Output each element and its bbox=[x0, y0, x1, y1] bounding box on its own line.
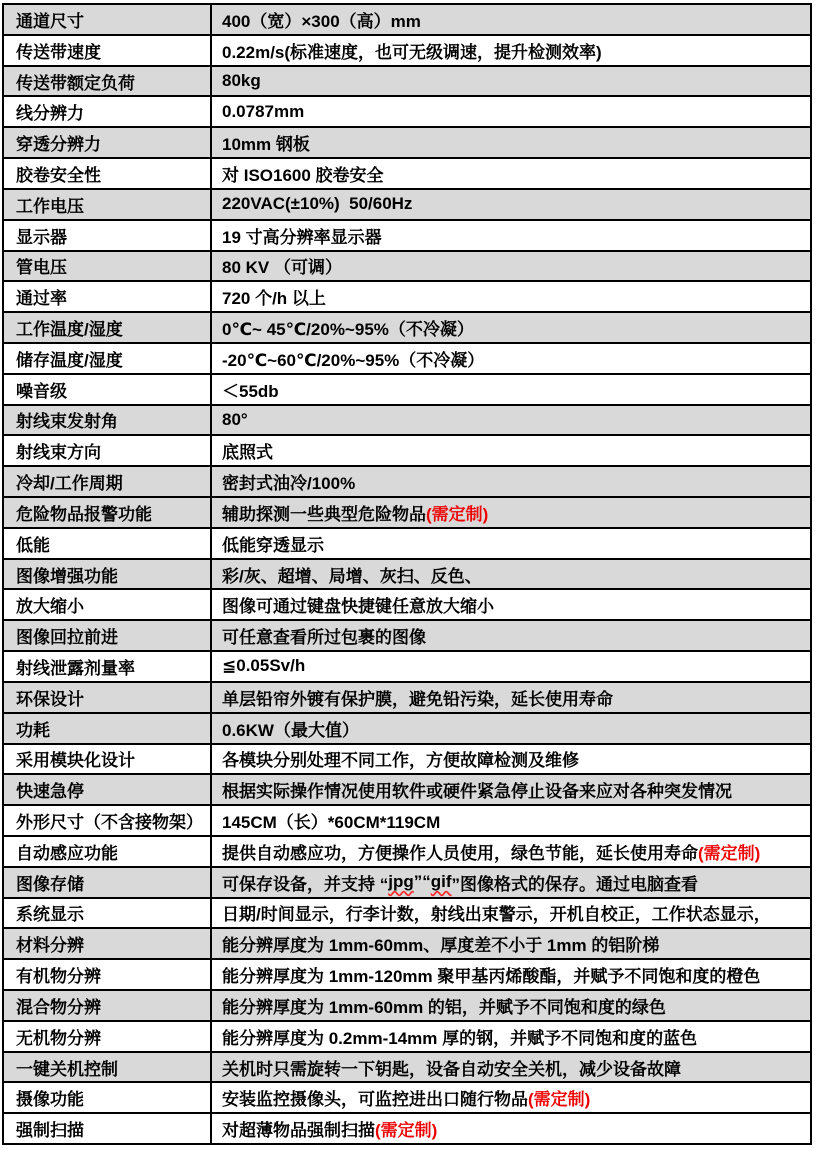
spec-row bbox=[4, 97, 810, 128]
spec-value-text: 提供自动感应功，方便操作人员使用，绿色节能，延长使用寿命 bbox=[222, 843, 698, 863]
spec-row bbox=[4, 1114, 810, 1143]
spec-value-text: ＜55db bbox=[222, 381, 279, 401]
spec-value-cell bbox=[212, 560, 810, 589]
spec-row bbox=[4, 406, 810, 437]
spec-value-cell bbox=[212, 1083, 810, 1112]
spec-label-cell bbox=[4, 529, 212, 558]
spec-value-cell bbox=[212, 806, 810, 835]
spec-value-text: 0.0787mm bbox=[222, 101, 305, 121]
spec-label: 显示器 bbox=[16, 227, 67, 247]
spec-value-text: 可任意查看所过包裹的图像 bbox=[222, 628, 426, 648]
spec-label: 图像增强功能 bbox=[16, 566, 118, 586]
spec-row bbox=[4, 436, 810, 467]
spec-value-text: 根据实际操作情况使用软件或硬件紧急停止设备来应对各种突发情况 bbox=[222, 782, 732, 802]
spec-value-text: 密封式油冷/100% bbox=[222, 474, 356, 494]
spec-value-cell bbox=[212, 159, 810, 188]
spec-value-text: 能分辨厚度为 0.2mm-14mm 厚的钢，并赋予不同饱和度的蓝色 bbox=[222, 1028, 698, 1048]
spec-label: 功耗 bbox=[16, 720, 50, 740]
spec-value-cell bbox=[212, 1022, 810, 1051]
spec-row bbox=[4, 837, 810, 868]
spec-label: 穿透分辨力 bbox=[16, 135, 101, 155]
required-customization-note: (需定制) bbox=[528, 1090, 591, 1110]
spec-label-cell bbox=[4, 1114, 212, 1143]
spec-table bbox=[2, 3, 812, 1145]
spec-row bbox=[4, 560, 810, 591]
spec-value-cell bbox=[212, 252, 810, 281]
spec-label: 射线泄露剂量率 bbox=[16, 658, 135, 678]
spec-row bbox=[4, 960, 810, 991]
spec-label: 传送带额定负荷 bbox=[16, 73, 135, 93]
spec-value-cell bbox=[212, 529, 810, 558]
spec-label-cell bbox=[4, 67, 212, 96]
spec-label: 危险物品报警功能 bbox=[16, 504, 152, 524]
spec-label-cell bbox=[4, 498, 212, 527]
spec-value-text: 0℃~ 45℃/20%~95%（不冷凝） bbox=[222, 320, 474, 340]
spec-label: 胶卷安全性 bbox=[16, 165, 101, 185]
spec-value-text: 低能穿透显示 bbox=[222, 535, 324, 555]
spec-value-cell bbox=[212, 97, 810, 126]
spec-label: 低能 bbox=[16, 535, 50, 555]
spec-value-cell bbox=[212, 837, 810, 866]
spec-label-cell bbox=[4, 5, 212, 34]
spec-row bbox=[4, 652, 810, 683]
spec-row bbox=[4, 467, 810, 498]
spec-value-text: 各模块分别处理不同工作，方便故障检测及维修 bbox=[222, 751, 579, 771]
spec-row bbox=[4, 529, 810, 560]
spec-value-text: 0.22m/s(标准速度，也可无级调速，提升检测效率) bbox=[222, 42, 602, 62]
spec-row bbox=[4, 590, 810, 621]
spec-label: 系统显示 bbox=[16, 905, 84, 925]
spec-value-text: 0.6KW（最大值） bbox=[222, 720, 359, 740]
spec-label: 混合物分辨 bbox=[16, 997, 101, 1017]
spec-row bbox=[4, 683, 810, 714]
spec-label-cell bbox=[4, 313, 212, 342]
spec-row bbox=[4, 498, 810, 529]
spec-label: 环保设计 bbox=[16, 689, 84, 709]
spec-label-cell bbox=[4, 590, 212, 619]
spec-label-cell bbox=[4, 1022, 212, 1051]
spec-value-cell bbox=[212, 899, 810, 928]
spec-label: 快速急停 bbox=[16, 782, 84, 802]
spec-value-text: 145CM（长）*60CM*119CM bbox=[222, 813, 441, 833]
spellcheck-flagged-text: jpg bbox=[388, 872, 414, 892]
spec-label-cell bbox=[4, 221, 212, 250]
spec-value-cell bbox=[212, 498, 810, 527]
spec-value-cell bbox=[212, 929, 810, 958]
spellcheck-flagged-text: gif bbox=[430, 872, 452, 892]
spec-row bbox=[4, 159, 810, 190]
spec-label-cell bbox=[4, 745, 212, 774]
spec-label: 外形尺寸（不含接物架） bbox=[16, 813, 203, 833]
spec-value-text: 单层铅帘外镀有保护膜，避免铅污染，延长使用寿命 bbox=[222, 689, 613, 709]
spec-value-text: ≦0.05Sv/h bbox=[222, 656, 306, 676]
spec-value-cell bbox=[212, 621, 810, 650]
spec-label-cell bbox=[4, 252, 212, 281]
spec-row bbox=[4, 190, 810, 221]
spec-value-text: 辅助探测一些典型危险物品 bbox=[222, 504, 426, 524]
spec-label-cell bbox=[4, 1083, 212, 1112]
spec-value-cell bbox=[212, 282, 810, 311]
spec-label-cell bbox=[4, 652, 212, 681]
spec-label-cell bbox=[4, 683, 212, 712]
spec-label-cell bbox=[4, 190, 212, 219]
spec-row bbox=[4, 714, 810, 745]
spec-label: 射线束发射角 bbox=[16, 412, 118, 432]
spec-label: 强制扫描 bbox=[16, 1121, 84, 1141]
spec-value-cell bbox=[212, 36, 810, 65]
spec-value-cell bbox=[212, 1114, 810, 1143]
spec-row bbox=[4, 929, 810, 960]
spec-label: 摄像功能 bbox=[16, 1090, 84, 1110]
required-customization-note: (需定制) bbox=[375, 1121, 438, 1141]
spec-value-text: 能分辨厚度为 1mm-60mm、厚度差不小于 1mm 的铝阶梯 bbox=[222, 936, 660, 956]
spec-row bbox=[4, 868, 810, 899]
spec-label: 传送带速度 bbox=[16, 42, 101, 62]
spec-value-cell bbox=[212, 590, 810, 619]
spec-label: 噪音级 bbox=[16, 381, 67, 401]
spec-row bbox=[4, 36, 810, 67]
required-customization-note: (需定制) bbox=[698, 843, 761, 863]
spec-label-cell bbox=[4, 406, 212, 435]
spec-label: 采用模块化设计 bbox=[16, 751, 135, 771]
spec-value-text: 80° bbox=[222, 409, 248, 429]
spec-value-cell bbox=[212, 745, 810, 774]
spec-value-cell bbox=[212, 128, 810, 157]
spec-value-text: 彩/灰、超增、局增、灰扫、反色、 bbox=[222, 566, 482, 586]
spec-value-cell bbox=[212, 1053, 810, 1082]
spec-value-text: 80kg bbox=[222, 71, 261, 91]
spec-label: 冷却/工作周期 bbox=[16, 474, 123, 494]
spec-label-cell bbox=[4, 960, 212, 989]
spec-row bbox=[4, 221, 810, 252]
spec-value-text: 关机时只需旋转一下钥匙，设备自动安全关机，减少设备故障 bbox=[222, 1059, 681, 1079]
spec-value-text: -20℃~60℃/20%~95%（不冷凝） bbox=[222, 350, 485, 370]
spec-value-cell bbox=[212, 436, 810, 465]
spec-label-cell bbox=[4, 344, 212, 373]
spec-value-cell bbox=[212, 467, 810, 496]
spec-value-text: 19 寸高分辨率显示器 bbox=[222, 227, 382, 247]
spec-label-cell bbox=[4, 282, 212, 311]
spec-row bbox=[4, 252, 810, 283]
spec-value-cell bbox=[212, 991, 810, 1020]
spec-label: 一键关机控制 bbox=[16, 1059, 118, 1079]
spec-label: 管电压 bbox=[16, 258, 67, 278]
spec-row bbox=[4, 128, 810, 159]
spec-row bbox=[4, 991, 810, 1022]
spec-value-cell bbox=[212, 960, 810, 989]
spec-row bbox=[4, 5, 810, 36]
spec-row bbox=[4, 806, 810, 837]
spec-label-cell bbox=[4, 868, 212, 897]
spec-value-text: 220VAC(±10%) 50/60Hz bbox=[222, 194, 413, 214]
spec-label: 有机物分辨 bbox=[16, 967, 101, 987]
spec-row bbox=[4, 899, 810, 930]
spec-value-text: 720 个/h 以上 bbox=[222, 289, 326, 309]
spec-label: 自动感应功能 bbox=[16, 843, 118, 863]
spec-label-cell bbox=[4, 467, 212, 496]
spec-value-cell bbox=[212, 406, 810, 435]
spec-label-cell bbox=[4, 128, 212, 157]
spec-value-text: 能分辨厚度为 1mm-60mm 的铝，并赋予不同饱和度的绿色 bbox=[222, 997, 666, 1017]
spec-row bbox=[4, 344, 810, 375]
spec-label-cell bbox=[4, 929, 212, 958]
spec-value-cell bbox=[212, 221, 810, 250]
spec-label-cell bbox=[4, 714, 212, 743]
spec-value-cell bbox=[212, 775, 810, 804]
spec-value-text: 对超薄物品强制扫描 bbox=[222, 1121, 375, 1141]
spec-value-cell bbox=[212, 313, 810, 342]
spec-label-cell bbox=[4, 159, 212, 188]
spec-value-cell bbox=[212, 714, 810, 743]
spec-value-text: ”图像格式的保存。通过电脑查看 bbox=[451, 874, 699, 894]
spec-value-text: 10mm 钢板 bbox=[222, 135, 310, 155]
spec-label-cell bbox=[4, 775, 212, 804]
required-customization-note: (需定制) bbox=[426, 504, 489, 524]
spec-label-cell bbox=[4, 837, 212, 866]
spec-label-cell bbox=[4, 899, 212, 928]
spec-value-cell bbox=[212, 344, 810, 373]
spec-row bbox=[4, 282, 810, 313]
spec-value-text: 日期/时间显示，行李计数，射线出束警示，开机自校正，工作状态显示， bbox=[222, 905, 771, 925]
spec-value-text: ”“ bbox=[413, 872, 431, 892]
spec-label-cell bbox=[4, 97, 212, 126]
spec-row bbox=[4, 621, 810, 652]
spec-value-text: 能分辨厚度为 1mm-120mm 聚甲基丙烯酸酯，并赋予不同饱和度的橙色 bbox=[222, 967, 761, 987]
spec-value-text: 安装监控摄像头，可监控进出口随行物品 bbox=[222, 1090, 528, 1110]
spec-label: 线分辨力 bbox=[16, 104, 84, 124]
spec-value-text: 图像可通过键盘快捷键任意放大缩小 bbox=[222, 597, 494, 617]
spec-label-cell bbox=[4, 36, 212, 65]
spec-label-cell bbox=[4, 806, 212, 835]
spec-value-text: 可保存设备，并支持 “ bbox=[222, 874, 389, 894]
spec-label-cell bbox=[4, 991, 212, 1020]
spec-value-cell bbox=[212, 868, 810, 897]
spec-label: 通过率 bbox=[16, 289, 67, 309]
spec-value-text: 底照式 bbox=[222, 443, 273, 463]
spec-label: 通道尺寸 bbox=[16, 11, 84, 31]
spec-label: 射线束方向 bbox=[16, 443, 101, 463]
spec-row bbox=[4, 313, 810, 344]
spec-value-cell bbox=[212, 190, 810, 219]
spec-label: 无机物分辨 bbox=[16, 1028, 101, 1048]
spec-row bbox=[4, 1053, 810, 1084]
spec-row bbox=[4, 745, 810, 776]
spec-value-cell bbox=[212, 67, 810, 96]
spec-row bbox=[4, 67, 810, 98]
spec-row bbox=[4, 375, 810, 406]
spec-label-cell bbox=[4, 621, 212, 650]
spec-row bbox=[4, 775, 810, 806]
spec-value-cell bbox=[212, 652, 810, 681]
spec-label: 材料分辨 bbox=[16, 936, 84, 956]
spec-label-cell bbox=[4, 436, 212, 465]
spec-value-cell bbox=[212, 683, 810, 712]
spec-row bbox=[4, 1083, 810, 1114]
spec-value-text: 80 KV （可调） bbox=[222, 258, 342, 278]
spec-value-text: 对 ISO1600 胶卷安全 bbox=[222, 165, 384, 185]
spec-label: 放大缩小 bbox=[16, 597, 84, 617]
spec-label: 储存温度/湿度 bbox=[16, 350, 123, 370]
spec-value-text: 400（宽）×300（高）mm bbox=[222, 11, 421, 31]
spec-value-cell bbox=[212, 5, 810, 34]
spec-label-cell bbox=[4, 560, 212, 589]
spec-label: 工作温度/湿度 bbox=[16, 320, 123, 340]
spec-row bbox=[4, 1022, 810, 1053]
spec-label: 工作电压 bbox=[16, 196, 84, 216]
spec-label-cell bbox=[4, 1053, 212, 1082]
spec-value-cell bbox=[212, 375, 810, 404]
spec-label: 图像存储 bbox=[16, 874, 84, 894]
spec-label: 图像回拉前进 bbox=[16, 628, 118, 648]
spec-label-cell bbox=[4, 375, 212, 404]
